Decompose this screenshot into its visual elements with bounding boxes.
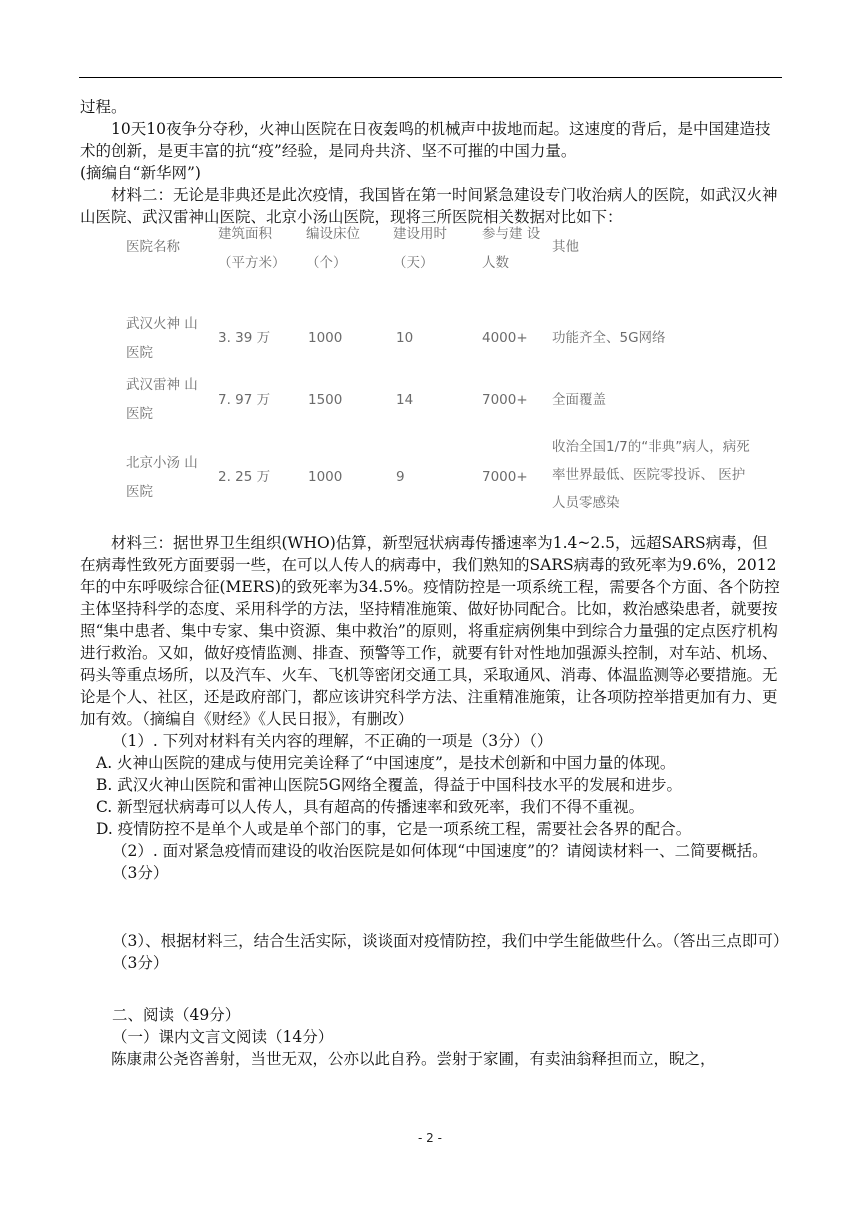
- table-cell-workers: 7000+: [482, 392, 528, 408]
- table-cell-workers: 7000+: [482, 469, 528, 485]
- question-1: （1）. 下列对材料有关内容的理解，不正确的一项是（3分）（）: [112, 732, 553, 750]
- text-block-bottom: [80, 532, 782, 1070]
- paragraph: 过程。: [80, 98, 127, 116]
- table-cell-area: 3. 39 万: [218, 330, 271, 346]
- table-cell-other: 全面覆盖: [552, 392, 606, 408]
- table-cell-area: 2. 25 万: [218, 469, 271, 485]
- table-cell-beds: 1500: [308, 392, 343, 408]
- table-cell-days: 9: [396, 469, 405, 485]
- table-header-cell: 建设用时 （天）: [393, 226, 447, 271]
- table-cell-days: 10: [396, 330, 414, 346]
- table-cell-other: 功能齐全、5G网络: [552, 330, 666, 346]
- paragraph: 10天10夜争分夺秒，火神山医院在日夜轰鸣的机械声中拔地而起。这速度的背后，是中国建造技术的创新，是更丰富的抗“疫”经验，是同舟共济、坚不可摧的中国力量。: [80, 120, 771, 160]
- table-cell-beds: 1000: [308, 469, 343, 485]
- table-cell-area: 7. 97 万: [218, 392, 271, 408]
- option-c: C. 新型冠状病毒可以人传人，具有超高的传播速率和致死率，我们不得不重视。: [96, 798, 645, 816]
- source-citation: (摘编自“新华网”): [80, 164, 201, 182]
- table-cell-days: 14: [396, 392, 414, 408]
- header-rule: [79, 77, 782, 78]
- option-a: A. 火神山医院的建成与使用完美诠释了“中国速度”，是技术创新和中国力量的体现。: [96, 754, 676, 772]
- table-cell-name: 武汉火神 山 医院: [126, 316, 198, 361]
- table-header-cell: 参与建 设 人数: [482, 226, 541, 271]
- table-cell-name: 北京小汤 山 医院: [126, 455, 198, 500]
- table-header-cell: 建筑面积 （平方米）: [218, 226, 286, 271]
- paragraph: 材料三：据世界卫生组织(WHO)估算，新型冠状病毒传播速率为1.4~2.5，远超SARS病毒，但在病毒性致死方面要弱一些，在可以人传人的病毒中，我们熟知的SARS病毒的致死率为9.6%，2012年的中东呼吸综合征(MERS)的致死率为34.5%。疫情防控是一项系统工程，需要各个方面、各个防控主体坚持科学的态度、采用科学的方法，坚持精准施策、做好协同配合。比如，救治感染患者，就要按照“集中患者、集中专家、集中资源、集中救治”的原则，将重症病例集中到综合力量强的定点医疗机构进行救治。又如，做好疫情监测、排查、预警等工作，就要有针对性地加强源头控制，对车站、机场、码头等重点场所，以及汽车、火车、飞机等密闭交通工具，采取通风、消毒、体温监测等必要措施。无论是个人、社区，还是政府部门，都应该讲究科学方法、注重精准施策，让各项防控举措更加有力、更加有效。（摘编自《财经》《人民日报》，有删改）: [80, 534, 780, 728]
- table-header-cell: 编设床位 （个）: [306, 226, 360, 271]
- question-2: （2）. 面对紧急疫情而建设的收治医院是如何体现“中国速度”的？请阅读材料一、二简要概括。（3分）: [112, 842, 768, 882]
- table-header-cell: 医院名称: [126, 239, 180, 255]
- paragraph: 陈康肃公尧咨善射，当世无双，公亦以此自矜。尝射于家圃，有卖油翁释担而立，睨之，: [111, 1050, 716, 1068]
- hospital-comparison-table: [112, 220, 792, 528]
- table-header-cell: 其他: [552, 239, 579, 255]
- subsection-heading: （一）课内文言文阅读（14分）: [112, 1028, 334, 1046]
- question-3: （3）、根据材料三，结合生活实际，谈谈面对疫情防控，我们中学生能做些什么。（答出三点即可）（3分）: [112, 932, 781, 972]
- table-cell-other: 收治全国1/7的“非典”病人，病死 率世界最低、医院零投诉、 医护 人员零感染: [552, 439, 750, 511]
- option-d: D. 疫情防控不是单个人或是单个部门的事，它是一项系统工程，需要社会各界的配合。: [96, 820, 692, 838]
- table-cell-name: 武汉雷神 山 医院: [126, 377, 198, 422]
- table-cell-workers: 4000+: [482, 330, 528, 346]
- paragraph: 材料二：无论是非典还是此次疫情，我国皆在第一时间紧急建设专门收治病人的医院，如武汉火神山医院、武汉雷神山医院、北京小汤山医院，现将三所医院相关数据对比如下：: [80, 186, 778, 226]
- section-heading: 二、阅读（49分）: [112, 1006, 241, 1024]
- option-b: B. 武汉火神山医院和雷神山医院5G网络全覆盖，得益于中国科技水平的发展和进步。: [96, 776, 682, 794]
- text-block-top: [80, 96, 782, 228]
- table-cell-beds: 1000: [308, 330, 343, 346]
- page-number: - 2 -: [418, 1131, 442, 1145]
